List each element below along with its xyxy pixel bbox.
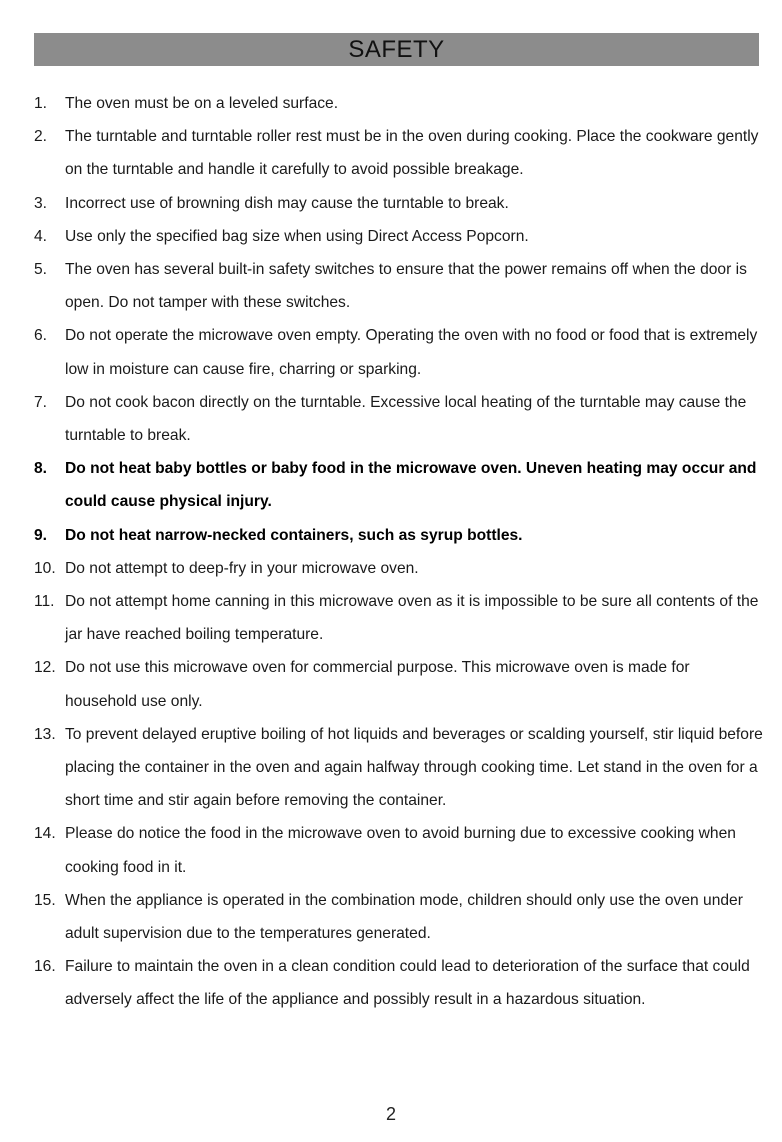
- list-item: [34, 817, 764, 883]
- item-number: 1.: [34, 95, 48, 112]
- section-title: SAFETY: [348, 35, 445, 63]
- list-item: [34, 87, 764, 120]
- item-number: 9.: [34, 526, 48, 544]
- item-text: To prevent delayed eruptive boiling of hot liquids and beverages or scalding yourself, stir liquid before placing the container in the oven and again halfway through cooking time. Let stand in the oven for a short time and stir again before removing the container.: [65, 725, 763, 810]
- item-text: Do not use this microwave oven for commercial purpose. This microwave oven is made for household use only.: [65, 659, 690, 710]
- item-text: Do not operate the microwave oven empty. Operating the oven with no food or food that is extremely low in moisture can cause fire, charring or sparking.: [65, 327, 758, 378]
- item-text: Do not cook bacon directly on the turntable. Excessive local heating of the turntable may cause the turntable to break.: [65, 393, 747, 445]
- list-item: [34, 253, 764, 319]
- item-text: The oven has several built-in safety switches to ensure that the power remains off when the door is open. Do not tamper with these switches.: [65, 261, 747, 312]
- item-number: 16.: [34, 958, 56, 976]
- item-number: 13.: [34, 725, 56, 743]
- item-number: 4.: [34, 227, 48, 245]
- item-number: 15.: [34, 891, 56, 909]
- list-item: [34, 552, 764, 585]
- list-item: [34, 220, 764, 253]
- item-text: The turntable and turntable roller rest must be in the oven during cooking. Place the cookware gently on the turntable and handle it carefully to avoid possible breakage.: [65, 128, 759, 179]
- item-number: 6.: [34, 327, 48, 345]
- item-number: 8.: [34, 460, 48, 478]
- item-text: Do not heat narrow-necked containers, such as syrup bottles.: [65, 526, 523, 544]
- warning-list-item: [34, 519, 764, 552]
- item-number: 5.: [34, 261, 48, 279]
- item-text: Incorrect use of browning dish may cause the turntable to break.: [65, 194, 509, 212]
- item-number: 14.: [34, 825, 56, 843]
- item-text: Do not heat baby bottles or baby food in the microwave oven. Uneven heating may occur and could cause physical injury.: [65, 460, 757, 511]
- item-text: Please do notice the food in the microwave oven to avoid burning due to excessive cooking when cooking food in it.: [65, 825, 736, 876]
- section-header-bar: [34, 33, 759, 66]
- list-item: [34, 718, 764, 818]
- item-text: Use only the specified bag size when using Direct Access Popcorn.: [65, 227, 529, 245]
- item-text: Do not attempt to deep-fry in your microwave oven.: [65, 559, 419, 577]
- item-text: Do not attempt home canning in this microwave oven as it is impossible to be sure all contents of the jar have reached boiling temperature.: [65, 593, 759, 644]
- page-number: 2: [385, 1104, 396, 1124]
- item-text: The oven must be on a leveled surface.: [65, 95, 339, 112]
- safety-instructions-list: [34, 87, 764, 1017]
- item-number: 12.: [34, 659, 56, 677]
- item-number: 10.: [34, 559, 56, 577]
- item-number: 3.: [34, 194, 48, 212]
- item-number: 11.: [34, 593, 55, 611]
- list-item: [34, 651, 764, 717]
- list-item: [34, 884, 764, 950]
- list-item: [34, 386, 764, 452]
- item-text: When the appliance is operated in the combination mode, children should only use the oven under adult supervision due to the temperatures generated.: [65, 891, 743, 943]
- item-number: 7.: [34, 393, 48, 411]
- list-item: [34, 585, 764, 651]
- list-item: [34, 120, 764, 186]
- warning-list-item: [34, 452, 764, 518]
- list-item: [34, 950, 764, 1016]
- item-number: 2.: [34, 128, 48, 146]
- list-item: [34, 319, 764, 385]
- item-text: Failure to maintain the oven in a clean condition could lead to deterioration of the surface that could adversely affect the life of the appliance and possibly result in a hazardous situation.: [65, 958, 750, 1009]
- list-item: [34, 187, 764, 220]
